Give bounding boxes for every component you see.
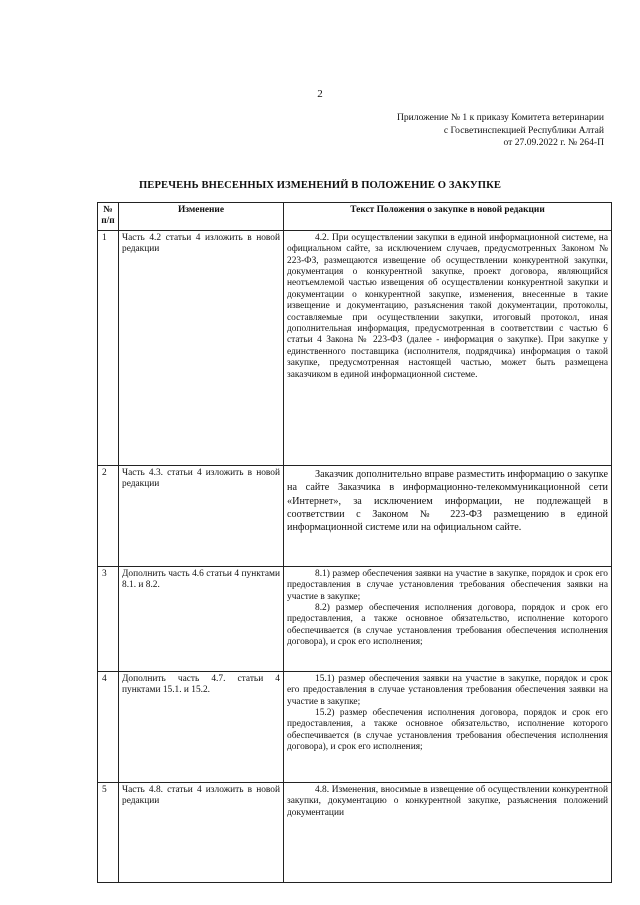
table-row <box>98 782 612 882</box>
row-text <box>284 566 612 671</box>
table-row <box>98 465 612 566</box>
row-text <box>284 230 612 465</box>
row-text <box>284 782 612 882</box>
row-number: 4 <box>98 671 119 782</box>
row-paragraph: 15.1) размер обеспечения заявки на участие в закупке, порядок и срок его предоставления в случае установления требования обеспечения заявки на участие в закупке; <box>287 673 608 707</box>
row-paragraph: 4.8. Изменения, вносимые в извещение об осуществлении конкурентной закупки, документацию о конкурентной закупке, разъяснения положений документации <box>287 784 608 818</box>
row-paragraph: 4.2. При осуществлении закупки в единой информационной системе, на официальном сайте, за исключением случаев, предусмотренных Законом № 223-ФЗ, размещаются извещение об осуществлении конкурентной закупки, документация о конкурентной закупке, проект договора, являющийся неотъемлемой частью извещения об осуществлении конкурентной закупки и документации о конкурентной закупке, изменения, внесенные в такие извещение и документацию, разъяснения такой документации, протоколы, составляемые при осуществлении закупки, итоговый протокол, иная дополнительная информация, предусмотренная в соответствии с частью 6 статьи 4 Закона № 223-ФЗ (далее - информация о закупке). При закупке у единственного поставщика (исполнителя, подрядчика) информация о такой закупке, предусмотренная настоящей частью, может быть размещена заказчиком в единой информационной системе. <box>287 232 608 380</box>
changes-table <box>97 202 612 883</box>
page-number: 2 <box>317 88 323 100</box>
row-number: 3 <box>98 566 119 671</box>
row-change: Дополнить часть 4.7. статьи 4 пунктами 15.1. и 15.2. <box>119 671 284 782</box>
table-row <box>98 230 612 465</box>
appendix-line: Приложение № 1 к приказу Комитета ветеринарии <box>396 112 604 123</box>
row-change: Часть 4.8. статьи 4 изложить в новой редакции <box>119 782 284 882</box>
appendix-line: с Госветинспекцией Республики Алтай <box>443 124 604 136</box>
row-paragraph: 8.1) размер обеспечения заявки на участие в закупке, порядок и срок его предоставления в случае установления требования обеспечения заявки на участие в закупке; <box>287 568 608 602</box>
table-row <box>98 566 612 671</box>
table-row <box>98 671 612 782</box>
header-text: Текст Положения о закупке в новой редакции <box>284 203 612 231</box>
row-change: Часть 4.2 статьи 4 изложить в новой редакции <box>119 230 284 465</box>
row-change: Часть 4.3. статьи 4 изложить в новой редакции <box>119 465 284 566</box>
table-header-row <box>98 203 612 231</box>
row-paragraph: Заказчик дополнительно вправе разместить информацию о закупке на сайте Заказчика в информационно-телекоммуникационной сети «Интернет», за исключением информации, не подлежащей в соответствии с Законом № 223-ФЗ размещению в единой информационной системе или на официальном сайте. <box>287 468 608 534</box>
row-number: 2 <box>98 465 119 566</box>
row-text <box>284 671 612 782</box>
row-paragraph: 8.2) размер обеспечения исполнения договора, порядок и срок его предоставления, а также основное обязательство, исполнение которого обеспечивается (в случае установления требования обеспечения исполнения договора), и срок его исполнения; <box>287 603 608 648</box>
row-change: Дополнить часть 4.6 статьи 4 пунктами 8.1. и 8.2. <box>119 566 284 671</box>
appendix-header <box>304 112 604 150</box>
row-number: 5 <box>98 782 119 882</box>
document-title: ПЕРЕЧЕНЬ ВНЕСЕННЫХ ИЗМЕНЕНИЙ В ПОЛОЖЕНИЕ О ЗАКУПКЕ <box>138 180 502 191</box>
header-change: Изменение <box>119 203 284 231</box>
row-paragraph: 15.2) размер обеспечения исполнения договора, порядок и срок его предоставления, а также основное обязательство, исполнение которого обеспечивается (в случае установления требования обеспечения исполнения договора), и срок его исполнения; <box>287 708 608 753</box>
row-number: 1 <box>98 230 119 465</box>
appendix-line: от 27.09.2022 г. № 264-П <box>503 137 604 148</box>
row-text <box>284 465 612 566</box>
header-number: № п/п <box>98 203 119 231</box>
